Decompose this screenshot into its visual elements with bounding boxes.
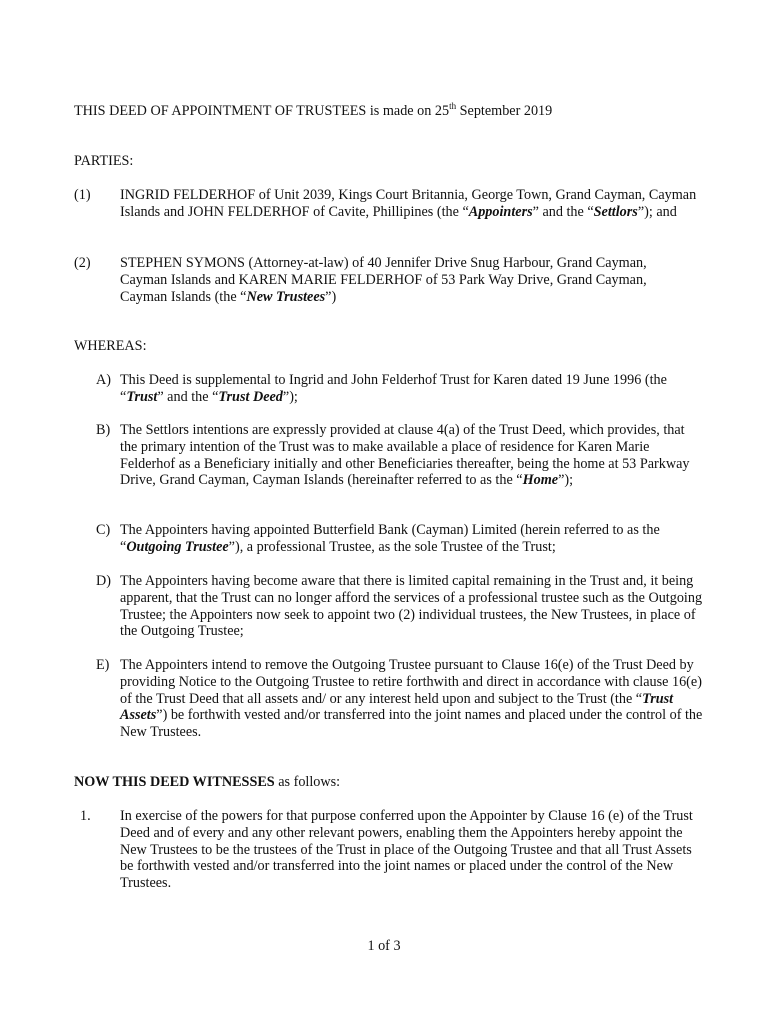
clause-text: In exercise of the powers for that purpose conferred upon the Appointer by Clause 16 (e) of the Trust Deed and of every and any other relevant powers, enabling them the Appointers hereby appoint the New Trustees to be the trustees of the Trust in place of the Outgoing Trustee and that all Trust Assets be forthwith vested and/or transferred into the joint names or placed under the control of the New Trustees.	[120, 808, 693, 892]
title-date: September 2019	[456, 103, 553, 119]
defined-term: New Trustees	[246, 288, 326, 305]
defined-term: Trust	[126, 388, 158, 405]
party-description: STEPHEN SYMONS (Attorney-at-law) of 40 Jennifer Drive Snug Harbour, Grand Cayman, Cayman Islands and KAREN MARIE FELDERHOF of 53 Park Way Drive, Grand Cayman, Cayman Islands (the “New Trustees”)	[120, 255, 647, 305]
party-number: (1)	[74, 187, 91, 203]
recital-text: The Appointers having become aware that there is limited capital remaining in the Trust and, it being apparent, that the Trust can no longer afford the services of a professional trustee such as the Outgoing Trustee; the Appointers now seek to appoint two (2) individual trustees, the New Trustees, in place of the Outgoing Trustee;	[120, 573, 703, 640]
clause-number: 1.	[80, 808, 91, 824]
page-number: 1 of 3	[367, 938, 401, 954]
recital-label: E)	[96, 657, 110, 673]
recital-text: The Settlors intentions are expressly provided at clause 4(a) of the Trust Deed, which provides, that the primary intention of the Trust was to make available a place of residence for Karen Marie Felderhof as a Beneficiary initially and other Beneficiaries thereafter, being the home at 53 Parkway Drive, Grand Cayman, Cayman Islands (hereinafter referred to as the “Home”);	[120, 422, 690, 489]
recital-text: This Deed is supplemental to Ingrid and John Felderhof Trust for Karen dated 19 June 1996 (the “Trust” and the “Trust Deed”);	[120, 372, 667, 405]
recital-label: A)	[96, 372, 111, 388]
recital-text: The Appointers having appointed Butterfield Bank (Cayman) Limited (herein referred to as the “Outgoing Trustee”), a professional Trustee, as the sole Trustee of the Trust;	[120, 522, 660, 555]
whereas-heading: WHEREAS:	[74, 338, 147, 354]
recital-text: The Appointers intend to remove the Outgoing Trustee pursuant to Clause 16(e) of the Trust Deed by providing Notice to the Outgoing Trustee to retire forthwith and direct in accordance with clause 16(e) of the Trust Deed that all assets and/ or any interest held upon and subject to the Trust (the “Trust Assets”) be forthwith vested and/or transferred into the joint names and placed under the control of the New Trustees.	[120, 657, 703, 741]
title-superscript: th	[449, 101, 457, 111]
defined-term: Appointers	[468, 203, 533, 220]
deed-title	[74, 103, 552, 120]
defined-term: Settlors	[593, 203, 638, 220]
party-number: (2)	[74, 255, 91, 271]
recital-label: D)	[96, 573, 111, 589]
witnesses-heading: NOW THIS DEED WITNESSES as follows:	[74, 774, 341, 790]
parties-heading: PARTIES:	[74, 153, 134, 169]
defined-term: Outgoing Trustee	[126, 538, 229, 555]
defined-term: Home	[522, 472, 559, 489]
party-description: INGRID FELDERHOF of Unit 2039, Kings Court Britannia, George Town, Grand Cayman, Cayman Islands and JOHN FELDERHOF of Cavite, Phillipines (the “Appointers” and the “Settlors”); and	[120, 187, 697, 220]
title-text: THIS DEED OF APPOINTMENT OF TRUSTEES is made on 25	[74, 103, 450, 119]
defined-term: Trust Assets	[120, 690, 674, 724]
recital-label: C)	[96, 522, 111, 538]
defined-term: Trust Deed	[218, 388, 283, 405]
recital-label: B)	[96, 422, 111, 438]
